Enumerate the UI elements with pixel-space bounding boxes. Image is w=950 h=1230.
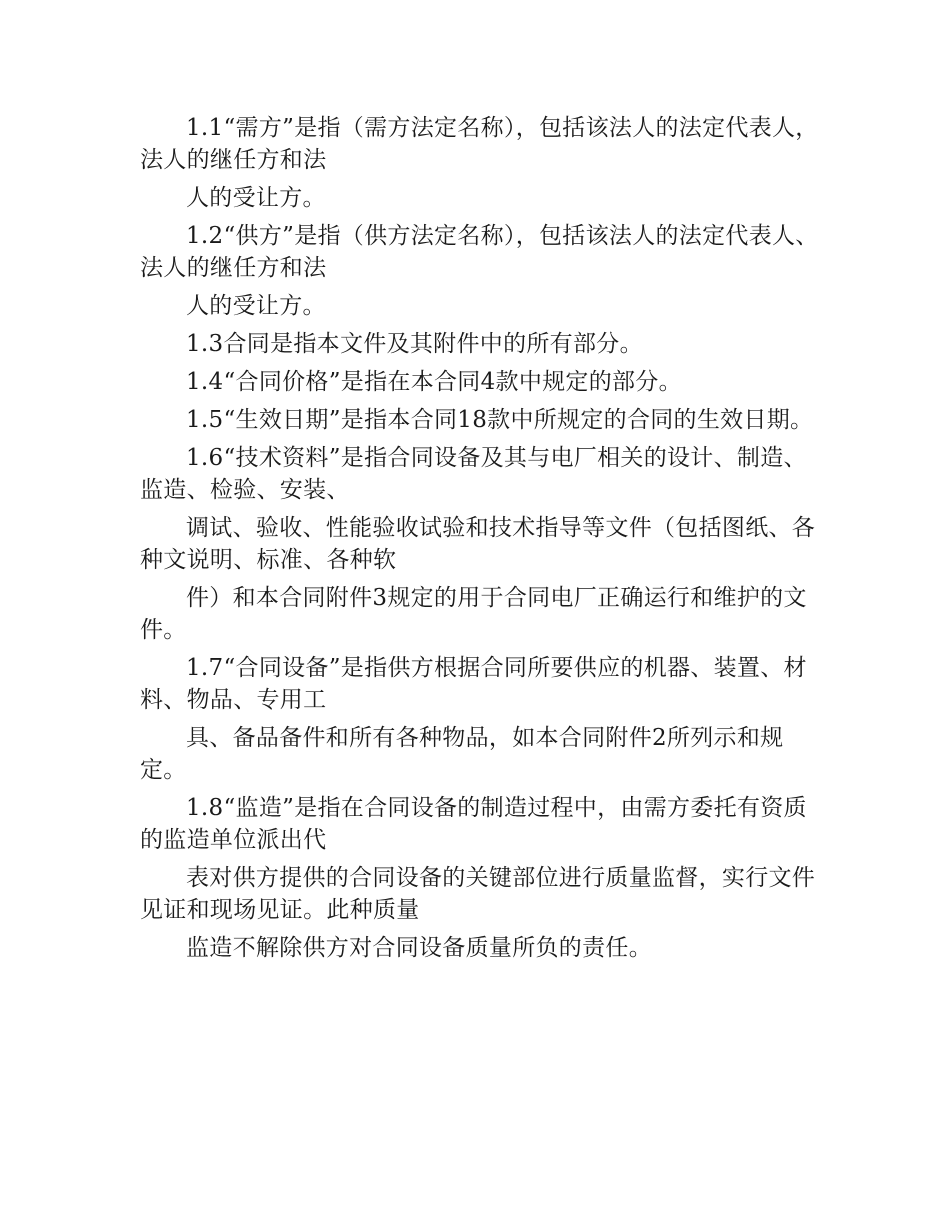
document-body bbox=[140, 112, 830, 970]
paragraph-1-7: 1.7“合同设备”是指供方根据合同所要供应的机器、装置、材料、物品、专用工 bbox=[140, 655, 807, 713]
paragraph-1-4: 1.4“合同价格”是指在本合同4款中规定的部分。 bbox=[186, 369, 682, 395]
paragraph-1-2: 1.2“供方”是指（供方法定名称），包括该法人的法定代表人、法人的继任方和法 bbox=[140, 223, 819, 281]
paragraph-1-8-cont-a: 表对供方提供的合同设备的关键部位进行质量监督，实行文件见证和现场见证。此种质量 bbox=[140, 865, 816, 923]
paragraph-1-6-cont-a: 调试、验收、性能验收试验和技术指导等文件（包括图纸、各种文说明、标准、各种软 bbox=[140, 515, 816, 573]
paragraph-1-6: 1.6“技术资料”是指合同设备及其与电厂相关的设计、制造、监造、检验、安装、 bbox=[140, 445, 807, 503]
paragraph-1-8: 1.8“监造”是指在合同设备的制造过程中，由需方委托有资质的监造单位派出代 bbox=[140, 795, 807, 853]
paragraph-1-7-cont: 具、备品备件和所有各种物品，如本合同附件2所列示和规定。 bbox=[140, 725, 784, 783]
paragraph-1-8-cont-b: 监造不解除供方对合同设备质量所负的责任。 bbox=[186, 935, 652, 961]
paragraph-1-3: 1.3合同是指本文件及其附件中的所有部分。 bbox=[186, 331, 643, 357]
paragraph-1-1: 1.1“需方”是指（需方法定名称），包括该法人的法定代表人，法人的继任方和法 bbox=[140, 115, 819, 173]
paragraph-1-1-cont: 人的受让方。 bbox=[186, 185, 326, 211]
paragraph-1-6-cont-b: 件）和本合同附件3规定的用于合同电厂正确运行和维护的文件。 bbox=[140, 585, 807, 643]
paragraph-1-2-cont: 人的受让方。 bbox=[186, 293, 326, 319]
paragraph-1-5: 1.5“生效日期”是指本合同18款中所规定的合同的生效日期。 bbox=[186, 407, 814, 433]
